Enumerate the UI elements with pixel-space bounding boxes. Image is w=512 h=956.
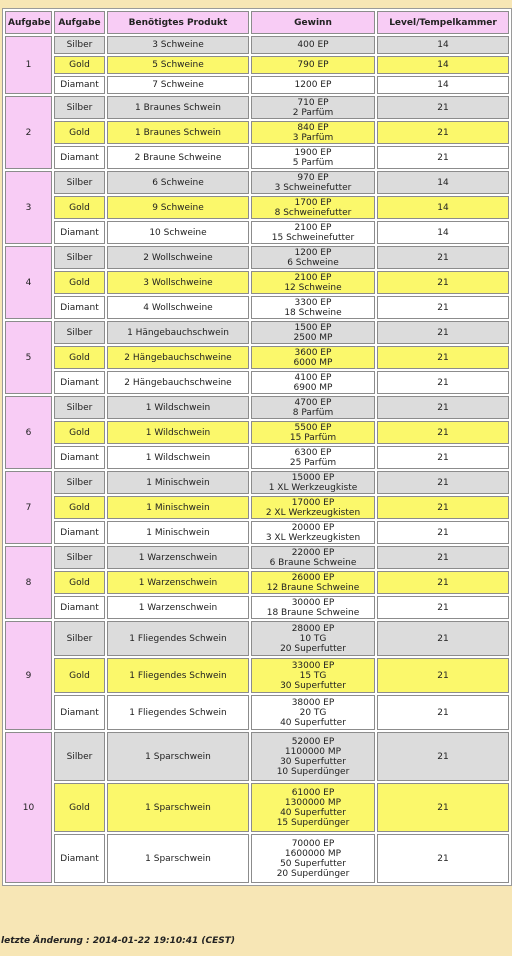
level-cell: 21: [377, 546, 509, 569]
reward-line: 20000 EP: [291, 522, 335, 533]
reward-cell: [251, 171, 375, 194]
reward-line: 15 Superdünger: [276, 817, 350, 828]
task-number-cell: 5: [5, 321, 52, 394]
tier-cell: Silber: [54, 36, 105, 54]
reward-line: 1200 EP: [294, 80, 332, 90]
reward-line: 15 Parfüm: [289, 432, 337, 443]
level-cell: 14: [377, 76, 509, 94]
level-cell: 21: [377, 271, 509, 294]
reward-cell: [251, 658, 375, 693]
tier-cell: Gold: [54, 346, 105, 369]
level-cell: 21: [377, 121, 509, 144]
tier-cell: Diamant: [54, 695, 105, 730]
level-cell: 21: [377, 621, 509, 656]
level-cell: 21: [377, 834, 509, 883]
level-cell: 21: [377, 371, 509, 394]
table-row: [5, 321, 509, 344]
reward-line: 12 Schweine: [284, 282, 342, 293]
reward-line: 2 XL Werkzeugkisten: [265, 507, 361, 518]
tier-cell: Diamant: [54, 371, 105, 394]
reward-line: 3 XL Werkzeugkisten: [265, 532, 361, 543]
product-cell: 2 Hängebauchschweine: [107, 371, 249, 394]
header-product: Benötigtes Produkt: [107, 11, 249, 34]
table-row: [5, 396, 509, 419]
reward-cell: [251, 271, 375, 294]
level-cell: 21: [377, 596, 509, 619]
level-cell: 21: [377, 783, 509, 832]
tier-cell: Gold: [54, 121, 105, 144]
level-cell: 21: [377, 321, 509, 344]
reward-line: 50 Superfutter: [280, 858, 346, 869]
table-row: [5, 621, 509, 656]
quest-table-body: [5, 36, 509, 883]
reward-line: 6300 EP: [294, 447, 332, 458]
reward-line: 22000 EP: [291, 547, 335, 558]
table-row: [5, 446, 509, 469]
level-cell: 14: [377, 221, 509, 244]
task-number-cell: 1: [5, 36, 52, 94]
product-cell: 1 Wildschwein: [107, 421, 249, 444]
reward-line: 1200 EP: [294, 247, 332, 258]
level-cell: 14: [377, 56, 509, 74]
tier-cell: Gold: [54, 571, 105, 594]
reward-cell: [251, 695, 375, 730]
table-row: [5, 496, 509, 519]
tier-cell: Diamant: [54, 446, 105, 469]
header-aufgabe-tier: Aufgabe: [54, 11, 105, 34]
reward-cell: [251, 146, 375, 169]
reward-cell: [251, 56, 375, 74]
reward-line: 970 EP: [297, 172, 329, 183]
tier-cell: Silber: [54, 396, 105, 419]
reward-line: 20 TG: [299, 707, 327, 718]
tier-cell: Gold: [54, 783, 105, 832]
reward-cell: [251, 221, 375, 244]
table-row: [5, 221, 509, 244]
reward-line: 5500 EP: [294, 422, 332, 433]
reward-line: 1700 EP: [294, 197, 332, 208]
product-cell: 1 Sparschwein: [107, 783, 249, 832]
table-row: [5, 146, 509, 169]
reward-cell: [251, 783, 375, 832]
level-cell: 21: [377, 571, 509, 594]
product-cell: 5 Schweine: [107, 56, 249, 74]
reward-cell: [251, 36, 375, 54]
reward-line: 6000 MP: [293, 357, 333, 368]
reward-cell: [251, 621, 375, 656]
product-cell: 10 Schweine: [107, 221, 249, 244]
reward-line: 4100 EP: [294, 372, 332, 383]
tier-cell: Silber: [54, 471, 105, 494]
tier-cell: Gold: [54, 56, 105, 74]
level-cell: 21: [377, 346, 509, 369]
level-cell: 21: [377, 471, 509, 494]
reward-line: 38000 EP: [291, 697, 335, 708]
reward-line: 17000 EP: [291, 497, 335, 508]
reward-line: 3 Parfüm: [292, 132, 334, 143]
product-cell: 6 Schweine: [107, 171, 249, 194]
product-cell: 1 Fliegendes Schwein: [107, 695, 249, 730]
product-cell: 1 Wildschwein: [107, 396, 249, 419]
last-modified-footer: letzte Änderung : 2014-01-22 19:10:41 (CEST): [1, 936, 235, 946]
reward-line: 6 Braune Schweine: [269, 557, 357, 568]
reward-line: 40 Superfutter: [280, 717, 346, 728]
product-cell: 1 Fliegendes Schwein: [107, 621, 249, 656]
table-row: [5, 76, 509, 94]
table-row: [5, 296, 509, 319]
task-number-cell: 7: [5, 471, 52, 544]
reward-cell: [251, 346, 375, 369]
reward-cell: [251, 471, 375, 494]
reward-line: 18 Braune Schweine: [266, 607, 360, 618]
product-cell: 4 Wollschweine: [107, 296, 249, 319]
reward-cell: [251, 371, 375, 394]
tier-cell: Silber: [54, 171, 105, 194]
product-cell: 1 Braunes Schwein: [107, 96, 249, 119]
table-row: [5, 732, 509, 781]
reward-line: 1900 EP: [294, 147, 332, 158]
reward-line: 12 Braune Schweine: [266, 582, 360, 593]
reward-line: 710 EP: [297, 97, 329, 108]
reward-cell: [251, 396, 375, 419]
header-level: Level/Tempelkammer: [377, 11, 509, 34]
tier-cell: Silber: [54, 546, 105, 569]
reward-line: 1 XL Werkzeugkiste: [268, 482, 358, 493]
reward-line: 52000 EP: [291, 736, 335, 747]
reward-line: 2 Parfüm: [292, 107, 334, 118]
task-number-cell: 3: [5, 171, 52, 244]
tier-cell: Diamant: [54, 521, 105, 544]
level-cell: 21: [377, 658, 509, 693]
task-number-cell: 8: [5, 546, 52, 619]
reward-line: 5 Parfüm: [292, 157, 334, 168]
reward-line: 40 Superfutter: [280, 807, 346, 818]
tier-cell: Silber: [54, 96, 105, 119]
product-cell: 3 Schweine: [107, 36, 249, 54]
reward-line: 26000 EP: [291, 572, 335, 583]
reward-line: 30 Superfutter: [280, 680, 346, 691]
reward-line: 30 Superfutter: [280, 756, 346, 767]
level-cell: 21: [377, 146, 509, 169]
product-cell: 1 Warzenschwein: [107, 571, 249, 594]
tier-cell: Silber: [54, 246, 105, 269]
reward-cell: [251, 596, 375, 619]
product-cell: 1 Fliegendes Schwein: [107, 658, 249, 693]
table-row: [5, 521, 509, 544]
tier-cell: Silber: [54, 621, 105, 656]
reward-line: 3600 EP: [294, 347, 332, 358]
reward-cell: [251, 96, 375, 119]
product-cell: 1 Hängebauchschwein: [107, 321, 249, 344]
tier-cell: Gold: [54, 421, 105, 444]
table-row: [5, 246, 509, 269]
product-cell: 9 Schweine: [107, 196, 249, 219]
level-cell: 21: [377, 246, 509, 269]
product-cell: 3 Wollschweine: [107, 271, 249, 294]
product-cell: 1 Sparschwein: [107, 732, 249, 781]
table-row: [5, 421, 509, 444]
task-number-cell: 2: [5, 96, 52, 169]
quest-table: [2, 8, 512, 886]
reward-cell: [251, 246, 375, 269]
task-number-cell: 10: [5, 732, 52, 883]
tier-cell: Diamant: [54, 76, 105, 94]
level-cell: 21: [377, 695, 509, 730]
table-row: [5, 546, 509, 569]
reward-line: 6900 MP: [293, 382, 333, 393]
tier-cell: Silber: [54, 321, 105, 344]
header-row: [5, 11, 509, 34]
tier-cell: Diamant: [54, 834, 105, 883]
table-row: [5, 96, 509, 119]
product-cell: 1 Minischwein: [107, 521, 249, 544]
table-row: [5, 834, 509, 883]
table-row: [5, 36, 509, 54]
reward-line: 15 TG: [299, 670, 327, 681]
reward-cell: [251, 521, 375, 544]
level-cell: 21: [377, 496, 509, 519]
reward-line: 25 Parfüm: [289, 457, 337, 468]
reward-line: 1500 EP: [294, 322, 332, 333]
product-cell: 2 Braune Schweine: [107, 146, 249, 169]
reward-line: 8 Schweinefutter: [274, 207, 352, 218]
product-cell: 1 Warzenschwein: [107, 546, 249, 569]
level-cell: 21: [377, 296, 509, 319]
product-cell: 2 Wollschweine: [107, 246, 249, 269]
product-cell: 1 Wildschwein: [107, 446, 249, 469]
tier-cell: Diamant: [54, 221, 105, 244]
reward-cell: [251, 546, 375, 569]
reward-line: 28000 EP: [291, 623, 335, 634]
table-row: [5, 471, 509, 494]
table-row: [5, 271, 509, 294]
level-cell: 21: [377, 396, 509, 419]
reward-line: 20 Superfutter: [280, 643, 346, 654]
reward-cell: [251, 121, 375, 144]
level-cell: 21: [377, 521, 509, 544]
table-row: [5, 596, 509, 619]
tier-cell: Silber: [54, 732, 105, 781]
level-cell: 21: [377, 446, 509, 469]
level-cell: 14: [377, 171, 509, 194]
reward-line: 400 EP: [297, 40, 329, 50]
task-number-cell: 4: [5, 246, 52, 319]
reward-cell: [251, 834, 375, 883]
reward-line: 1600000 MP: [284, 848, 342, 859]
table-row: [5, 371, 509, 394]
table-row: [5, 695, 509, 730]
tier-cell: Diamant: [54, 596, 105, 619]
table-row: [5, 56, 509, 74]
tier-cell: Diamant: [54, 146, 105, 169]
reward-line: 3300 EP: [294, 297, 332, 308]
header-aufgabe-number: Aufgabe: [5, 11, 52, 34]
reward-cell: [251, 446, 375, 469]
reward-line: 10 TG: [299, 633, 327, 644]
reward-line: 33000 EP: [291, 660, 335, 671]
reward-cell: [251, 76, 375, 94]
reward-line: 1300000 MP: [284, 797, 342, 808]
table-row: [5, 346, 509, 369]
reward-line: 30000 EP: [291, 597, 335, 608]
task-number-cell: 9: [5, 621, 52, 730]
tier-cell: Gold: [54, 658, 105, 693]
reward-line: 2100 EP: [294, 272, 332, 283]
reward-cell: [251, 732, 375, 781]
level-cell: 21: [377, 421, 509, 444]
product-cell: 1 Minischwein: [107, 471, 249, 494]
level-cell: 21: [377, 96, 509, 119]
table-row: [5, 658, 509, 693]
reward-line: 4700 EP: [294, 397, 332, 408]
product-cell: 7 Schweine: [107, 76, 249, 94]
reward-line: 1100000 MP: [284, 746, 342, 757]
table-row: [5, 783, 509, 832]
reward-line: 70000 EP: [291, 838, 335, 849]
reward-cell: [251, 296, 375, 319]
reward-line: 15 Schweinefutter: [271, 232, 355, 243]
product-cell: 1 Sparschwein: [107, 834, 249, 883]
tier-cell: Diamant: [54, 296, 105, 319]
reward-line: 2500 MP: [293, 332, 333, 343]
reward-line: 61000 EP: [291, 787, 335, 798]
reward-cell: [251, 196, 375, 219]
reward-line: 2100 EP: [294, 222, 332, 233]
reward-cell: [251, 496, 375, 519]
reward-cell: [251, 421, 375, 444]
reward-cell: [251, 571, 375, 594]
table-row: [5, 571, 509, 594]
level-cell: 21: [377, 732, 509, 781]
header-reward: Gewinn: [251, 11, 375, 34]
table-row: [5, 196, 509, 219]
reward-line: 3 Schweinefutter: [274, 182, 352, 193]
table-row: [5, 121, 509, 144]
reward-line: 790 EP: [297, 60, 329, 70]
product-cell: 1 Braunes Schwein: [107, 121, 249, 144]
reward-line: 18 Schweine: [284, 307, 342, 318]
reward-line: 10 Superdünger: [276, 766, 350, 777]
level-cell: 14: [377, 36, 509, 54]
reward-line: 6 Schweine: [287, 257, 339, 268]
tier-cell: Gold: [54, 196, 105, 219]
reward-cell: [251, 321, 375, 344]
table-row: [5, 171, 509, 194]
reward-line: 15000 EP: [291, 472, 335, 483]
reward-line: 20 Superdünger: [276, 868, 350, 879]
product-cell: 2 Hängebauchschweine: [107, 346, 249, 369]
level-cell: 14: [377, 196, 509, 219]
tier-cell: Gold: [54, 496, 105, 519]
product-cell: 1 Minischwein: [107, 496, 249, 519]
reward-line: 840 EP: [297, 122, 329, 133]
reward-line: 8 Parfüm: [292, 407, 334, 418]
task-number-cell: 6: [5, 396, 52, 469]
product-cell: 1 Warzenschwein: [107, 596, 249, 619]
tier-cell: Gold: [54, 271, 105, 294]
